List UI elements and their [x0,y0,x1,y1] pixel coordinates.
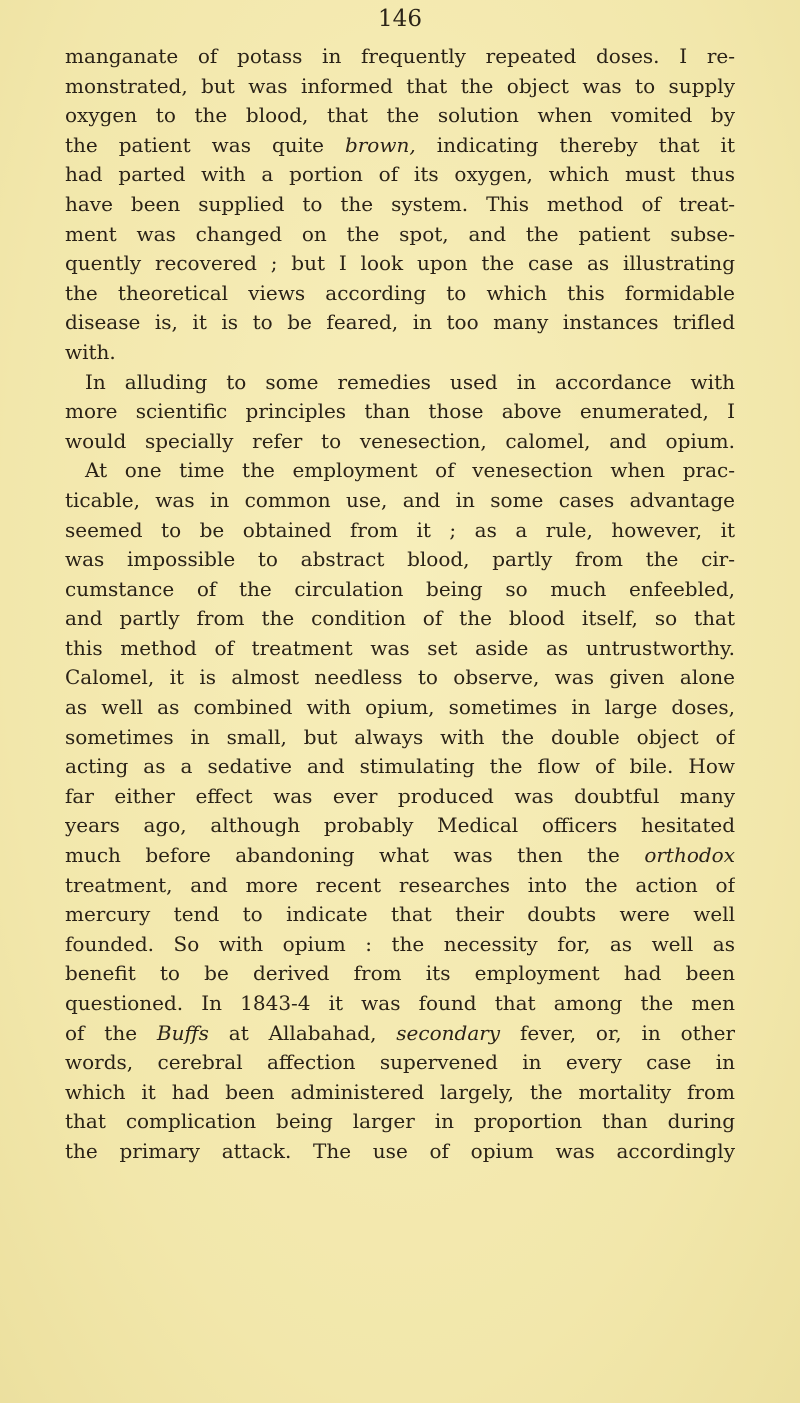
text-segment: with. [65,339,116,364]
italic-text: Buffs [156,1020,209,1045]
text-line [65,72,735,102]
text-segment: founded. So with opium : the necessity for, as well as [65,931,735,956]
text-segment: that complication being larger in proportion than during [65,1109,735,1134]
page-number: 146 [378,6,422,32]
text-segment: benefit to be derived from its employment had been [65,961,735,986]
text-line [65,516,735,546]
text-line [65,841,735,871]
text-segment: and partly from the condition of the blood itself, so that [65,606,735,631]
text-line [65,131,735,161]
text-line [65,545,735,575]
text-line [65,723,735,753]
text-line [65,220,735,250]
text-segment: had parted with a portion of its oxygen, which must thus [65,162,735,187]
text-segment: the primary attack. The use of opium was accordingly [65,1138,735,1163]
text-line [65,871,735,901]
text-segment: In alluding to some remedies used in accordance with [85,369,735,394]
text-segment: monstrated, but was informed that the object was to supply [65,73,735,98]
italic-text: orthodox [644,843,735,868]
text-line [65,160,735,190]
text-line [65,1048,735,1078]
text-segment: the theoretical views according to which this formidable [65,280,735,305]
text-segment: mercury tend to indicate that their doubts were well [65,902,735,927]
text-line [65,42,735,72]
text-segment: At one time the employment of venesection when prac- [85,458,735,483]
text-line [65,338,735,368]
text-segment: at Allabahad, [208,1020,397,1045]
text-segment: ment was changed on the spot, and the patient subse- [65,221,735,246]
text-line [65,486,735,516]
text-segment: manganate of potass in frequently repeated doses. I re- [65,44,735,68]
text-line [65,1019,735,1049]
text-segment: have been supplied to the system. This method of treat- [65,191,735,216]
text-segment: cumstance of the circulation being so much enfeebled, [65,576,735,601]
text-segment: sometimes in small, but always with the double object of [65,724,735,749]
text-segment: acting as a sedative and stimulating the flow of bile. How [65,754,735,779]
text-line [65,989,735,1019]
text-segment: ticable, was in common use, and in some cases advantage [65,487,735,512]
text-segment: more scientific principles than those above enumerated, I [65,399,735,424]
text-line [65,249,735,279]
text-segment: questioned. In 1843-4 it was found that among the men [65,991,735,1015]
text-segment: this method of treatment was set aside as untrustworthy. [65,635,735,660]
text-segment: the patient was quite [65,132,345,157]
text-line [65,427,735,457]
text-line [65,811,735,841]
body-text [65,42,735,1167]
text-line [65,930,735,960]
text-line [65,604,735,634]
text-line [65,752,735,782]
text-segment: fever, or, in other [500,1020,735,1045]
text-line [65,1137,735,1167]
text-line [65,397,735,427]
text-segment: quently recovered ; but I look upon the case as illustrating [65,251,735,276]
text-segment: years ago, although probably Medical officers hesitated [65,813,735,838]
text-line [65,782,735,812]
text-segment: of the [65,1020,157,1045]
text-segment: treatment, and more recent researches into the action of [65,872,735,897]
text-line [65,693,735,723]
text-segment: which it had been administered largely, the mortality from [65,1079,735,1104]
text-segment: words, cerebral affection supervened in every case in [65,1050,735,1075]
italic-text: secondary [396,1020,501,1045]
text-line [65,308,735,338]
text-line [65,900,735,930]
text-segment: much before abandoning what was then the [65,843,645,868]
text-segment: seemed to be obtained from it ; as a rule, however, it [65,517,735,542]
text-line [65,575,735,605]
text-line [65,279,735,309]
text-line [65,663,735,693]
text-segment: was impossible to abstract blood, partly from the cir- [65,547,735,572]
text-line [65,101,735,131]
text-segment: indicating thereby that it [415,132,735,157]
text-segment: as well as combined with opium, sometimes in large doses, [65,695,735,720]
text-line [65,190,735,220]
text-line [65,1107,735,1137]
text-segment: oxygen to the blood, that the solution when vomited by [65,103,735,128]
italic-text: brown, [344,132,416,157]
text-segment: would specially refer to venesection, calomel, and opium. [65,428,735,453]
text-line [65,456,735,486]
text-segment: disease is, it is to be feared, in too many instances trifled [65,310,735,335]
text-line [65,959,735,989]
text-segment: far either effect was ever produced was doubtful many [65,783,735,808]
text-segment: Calomel, it is almost needless to observe, was given alone [65,665,735,690]
text-line [65,368,735,398]
text-line [65,634,735,664]
text-line [65,1078,735,1108]
